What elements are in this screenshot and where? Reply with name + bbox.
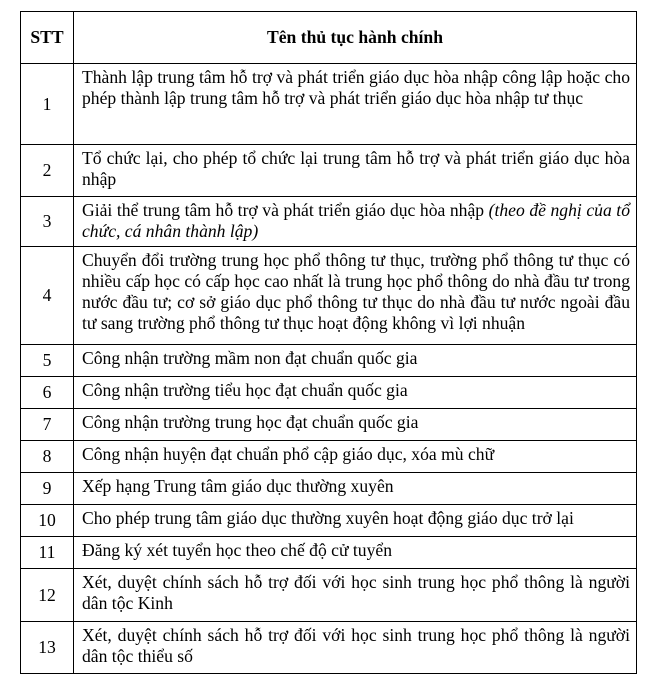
row-number: 7: [21, 409, 74, 441]
table-row: [21, 622, 637, 674]
procedure-name: Thành lập trung tâm hỗ trợ và phát triển giáo dục hòa nhập công lập hoặc cho phép thành lập trung tâm hỗ trợ và phát triển giáo dục hòa nhập tư thục: [74, 64, 637, 145]
row-number: 6: [21, 377, 74, 409]
table-row: [21, 64, 637, 145]
table-row: [21, 505, 637, 537]
header-stt: STT: [21, 12, 74, 64]
procedure-name-text: Giải thể trung tâm hỗ trợ và phát triển giáo dục hòa nhập: [82, 200, 485, 220]
procedure-name: Cho phép trung tâm giáo dục thường xuyên hoạt động giáo dục trở lại: [74, 505, 637, 537]
table-row: [21, 441, 637, 473]
procedure-name: [74, 197, 637, 247]
row-number: 11: [21, 537, 74, 569]
procedures-table: [20, 11, 637, 674]
procedure-name: Xét, duyệt chính sách hỗ trợ đối với học sinh trung học phổ thông là người dân tộc thiểu số: [74, 622, 637, 674]
header-procedure-name: Tên thủ tục hành chính: [74, 12, 637, 64]
table-row: [21, 197, 637, 247]
table-row: [21, 569, 637, 622]
table-row: [21, 145, 637, 197]
procedure-name: Xếp hạng Trung tâm giáo dục thường xuyên: [74, 473, 637, 505]
row-number: 9: [21, 473, 74, 505]
row-number: 1: [21, 64, 74, 145]
row-number: 3: [21, 197, 74, 247]
table-row: [21, 247, 637, 345]
row-number: 13: [21, 622, 74, 674]
row-number: 4: [21, 247, 74, 345]
procedure-note: (theo đề nghị của tổ chức, cá nhân thành lập): [82, 200, 630, 241]
row-number: 10: [21, 505, 74, 537]
table-row: [21, 345, 637, 377]
table-row: [21, 473, 637, 505]
procedure-name: Chuyển đổi trường trung học phổ thông tư thục, trường phổ thông tư thục có nhiều cấp học có cấp học cao nhất là trung học phổ thông do nhà đầu tư trong nước đầu tư; cơ sở giáo dục phổ thông tư thục do nhà đầu tư nước ngoài đầu tư sang trường phổ thông tư thục hoạt động không vì lợi nhuận: [74, 247, 637, 345]
table-row: [21, 537, 637, 569]
procedure-name: Công nhận trường mầm non đạt chuẩn quốc gia: [74, 345, 637, 377]
row-number: 5: [21, 345, 74, 377]
procedure-name: Tổ chức lại, cho phép tổ chức lại trung tâm hỗ trợ và phát triển giáo dục hòa nhập: [74, 145, 637, 197]
row-number: 12: [21, 569, 74, 622]
table-header-row: [21, 12, 637, 64]
procedure-name: Đăng ký xét tuyển học theo chế độ cử tuyển: [74, 537, 637, 569]
procedure-name: Xét, duyệt chính sách hỗ trợ đối với học sinh trung học phổ thông là người dân tộc Kinh: [74, 569, 637, 622]
table-row: [21, 409, 637, 441]
procedure-name: Công nhận trường trung học đạt chuẩn quốc gia: [74, 409, 637, 441]
table-row: [21, 377, 637, 409]
row-number: 2: [21, 145, 74, 197]
row-number: 8: [21, 441, 74, 473]
procedure-name: Công nhận huyện đạt chuẩn phổ cập giáo dục, xóa mù chữ: [74, 441, 637, 473]
procedure-name: Công nhận trường tiểu học đạt chuẩn quốc gia: [74, 377, 637, 409]
